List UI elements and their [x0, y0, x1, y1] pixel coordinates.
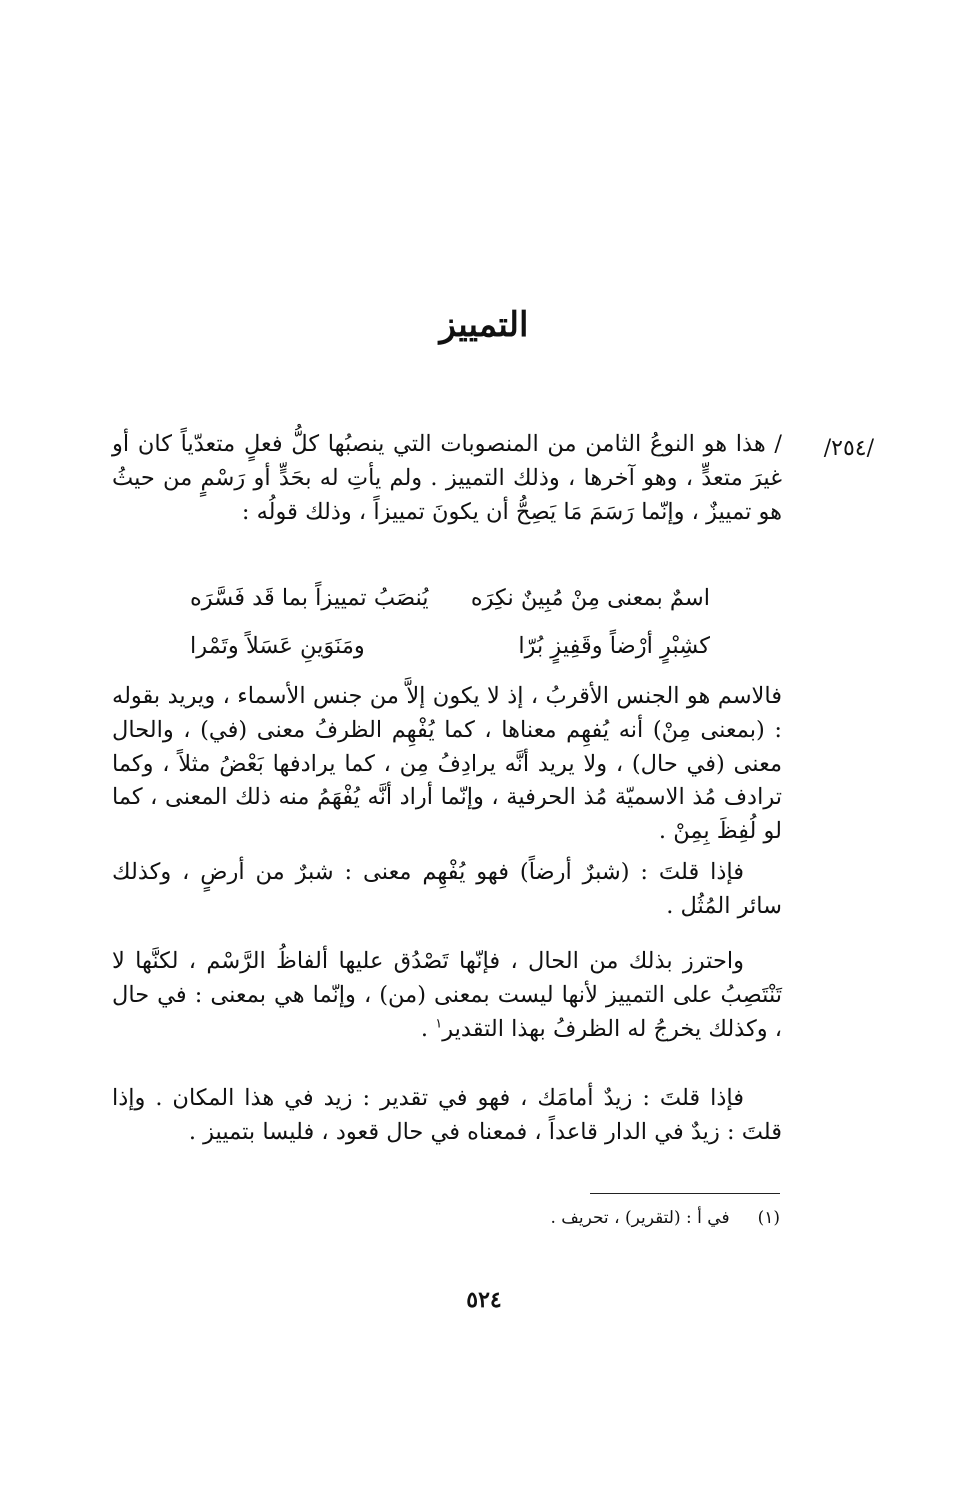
verse-2-first-hemistich: كشِبْرٍ أرْضاً وقَفِيزٍ بُرّا [518, 633, 710, 659]
footnote-marker: ١ [435, 1016, 443, 1031]
paragraph-example [112, 856, 782, 924]
verse-2-second-hemistich: ومَنَوَينِ عَسَلاً وتَمْرا [190, 633, 365, 659]
verse-line-2 [190, 622, 710, 670]
verse-1-first-hemistich: اسمٌ بمعنى مِنْ مُبِينٌ نكِرَه [470, 585, 710, 611]
paragraph-exclusion-body: واحترز بذلك من الحال ، فإنّها تَصْدُق عليها ألفاظُ الرَّسْم ، لكنَّها لا تَنْتَصِبُ على التمييز لأنها ليست بمعنى (من) ، وإنّما هي بمعنى : في حال ، وكذلك يخرجُ له الظرفُ بهذا التقدير [112, 948, 782, 1042]
paragraph-explanation-text: فالاسم هو الجنس الأقربُ ، إذ لا يكون إلاَّ من جنس الأسماء ، ويريد بقوله : (بمعنى مِنْ) أنه يُفهِم معناها ، كما يُفْهِم الظرفُ معنى (في) ، والحال معنى (في حال) ، ولا يريد أنَّه يرادِفُ مِن ، كما يرادفها بَعْضُ مثلاً ، وكما ترادف مُذ الاسميّة مُذ الحرفية ، وإنّما أراد أنَّه يُفْهَمُ منه ذلك المعنى ، كما لو لُفِظَ بِمِنْ . [112, 683, 782, 844]
paragraph-exclusion-end: . [420, 1015, 436, 1042]
paragraph-exclusion [112, 945, 782, 1046]
margin-page-reference: /٢٥٤/ [823, 436, 874, 461]
page-number: ٥٢٤ [466, 1287, 502, 1313]
verse-block [190, 574, 710, 670]
chapter-title: التمييز [439, 305, 529, 345]
footnote [400, 1208, 780, 1228]
paragraph-intro [112, 428, 782, 529]
footnote-separator [590, 1193, 780, 1194]
paragraph-example-text: فإذا قلتَ : (شبرٌ أرضاً) فهو يُفْهِم معنى : شبرٌ من أرضٍ ، وكذلك سائر المُثُل . [112, 859, 782, 919]
paragraph-intro-text: / هذا هو النوعُ الثامن من المنصوبات التي ينصبُها كلُّ فعلٍ متعدّياً كان أو غيرَ متعدٍّ ، وهو آخرها ، وذلك التمييز . ولم يأتِ له بحَدٍّ أو رَسْمٍ من حيثُ هو تمييزٌ ، وإنّما رَسَمَ مَا يَصِحُّ أن يكونَ تمييزاً ، وذلك قولُه : [112, 431, 782, 525]
paragraph-exclusion-text [112, 945, 782, 1046]
verse-line-1 [190, 574, 710, 622]
paragraph-conclusion [112, 1082, 782, 1150]
paragraph-conclusion-text: فإذا قلتَ : زيدٌ أمامَك ، فهو في تقدير : زيد في هذا المكان . وإذا قلتَ : زيدٌ في الدار قاعداً ، فمعناه في حال قعود ، فليسا بتمييز . [112, 1085, 782, 1145]
verse-1-second-hemistich: يُنصَبُ تمييزاً بما قَد فَسَّرَه [190, 585, 429, 611]
paragraph-explanation [112, 680, 782, 849]
footnote-number: (١) [757, 1208, 780, 1228]
footnote-text: في أ : (لتقرير) ، تحريف . [550, 1208, 730, 1228]
